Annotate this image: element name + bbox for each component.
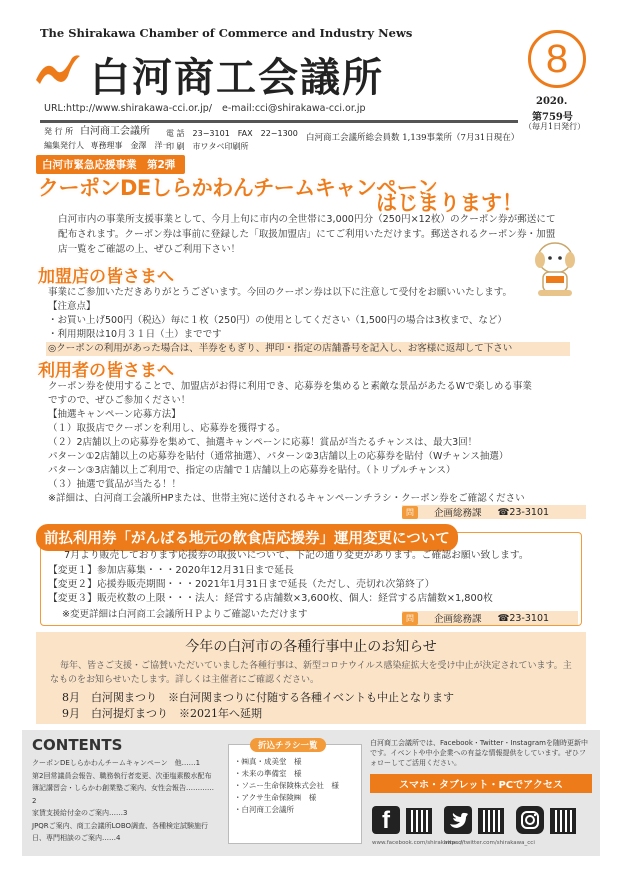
flyer-item: ・㈱真・成美堂 様 xyxy=(234,757,302,766)
sns-banner: スマホ・タブレット・PCでアクセス xyxy=(370,774,592,793)
instagram-qr-icon[interactable] xyxy=(550,808,576,834)
user-line: （２）2店舗以上の応募券を集めて、抽選キャンペーンに応募！賞品が当たるチャンスは、最大3回！ xyxy=(48,437,478,448)
twitter-qr-icon[interactable] xyxy=(478,808,504,834)
publisher-label: 発 行 所 xyxy=(44,127,74,136)
publisher-name: 白河商工会議所 xyxy=(79,126,150,137)
user-line: 【抽選キャンペーン応募方法】 xyxy=(48,409,181,420)
member-line: 事業にご参加いただきありがとうございます。今回のクーポン券は以下に注意して受付をお願いいたします。 xyxy=(48,287,512,298)
member-line: ・お買い上げ500円（税込）毎に１枚（250円）の使用としてください（1,500円の場合は3枚まで、など） xyxy=(48,315,507,326)
member-count: 白河商工会議所総会員数 1,139事業所（7月31日現在） xyxy=(306,133,520,143)
user-line: （１）取扱店でクーポンを利用し、応募券を獲得する。 xyxy=(48,423,286,434)
prepaid-change: 【変更１】参加店募集・・・2020年12月31日まで延長 xyxy=(48,565,294,576)
campaign-title: クーポンDEしらかわんチームキャンペーン xyxy=(38,176,438,200)
member-section-title: 加盟店の皆さまへ xyxy=(38,267,174,287)
flyer-title: 折込チラシ一覧 xyxy=(250,738,326,752)
flyer-item: ・白河商工会議所 xyxy=(234,805,294,814)
events-intro: 毎年、皆さご支援・ご協賛いただいていました各種行事は、新型コロナウイルス感染症拡大を受け中止が決定されています。主なものをお知らせいたします。詳しくは主催者にご確認ください。 xyxy=(50,661,572,685)
member-line: 【注意点】 xyxy=(48,301,96,312)
user-contact xyxy=(402,505,586,519)
user-line: （３）抽選で賞品が当たる！！ xyxy=(48,479,182,490)
page-title: 白河商工会議所 xyxy=(90,55,384,101)
contents-item: 家賃支援給付金のご案内……3 xyxy=(32,809,128,817)
flyer-item: ・未来の準備室 様 xyxy=(234,769,302,778)
contact-dept: 企画総務課 xyxy=(434,614,482,625)
contents-title: CONTENTS xyxy=(32,736,123,754)
editor-label: 編集発行人 xyxy=(44,141,84,150)
facebook-url[interactable]: www.facebook.com/shirakawacci xyxy=(372,840,463,846)
prepaid-title: 前払利用券「がんばる地元の飲食店応援券」運用変更について xyxy=(36,524,458,551)
contents-item: 第2回常議員会報告、職務執行者変更、次亜塩素酸水配布 xyxy=(32,771,212,780)
prepaid-change: 【変更２】応援券販売期間・・・2021年1月31日まで延長（ただし、売切れ次第終了） xyxy=(48,579,435,590)
email-address[interactable]: e-mail:cci@shirakawa-cci.or.jp xyxy=(222,103,366,114)
instagram-icon[interactable] xyxy=(516,806,544,834)
event-item: 8月 白河関まつり ※白河関まつりに付随する各種イベントも中止となります xyxy=(62,691,454,704)
contact-tag: 問 xyxy=(402,612,418,625)
issue-circle xyxy=(528,30,586,88)
english-name: The Shirakawa Chamber of Commerce and Industry News xyxy=(40,26,413,40)
user-line: クーポン券を使用することで、加盟店がお得に利用でき、応募券を集めると素敵な景品があたるWで楽しめる事業 xyxy=(48,381,532,392)
facebook-icon[interactable]: f xyxy=(372,806,400,834)
twitter-icon[interactable] xyxy=(444,806,472,834)
prepaid-change: 【変更３】販売枚数の上限・・・法人：経営する店舗数×3,600枚、個人：経営する店舗数×1,800枚 xyxy=(48,593,493,604)
contents-item: 日、専門相談のご案内……4 xyxy=(32,834,121,842)
facebook-qr-icon[interactable] xyxy=(406,808,432,834)
phone-fax: 電 話 23−3101 FAX 22−1300 xyxy=(166,129,298,138)
flyer-item: ・アクサ生命保険㈱ 様 xyxy=(234,793,317,802)
issue-number: 第759号 xyxy=(532,112,573,123)
events-title: 今年の白河市の各種行事中止のお知らせ xyxy=(185,639,437,655)
contents-item: JPQRご案内、商工会議所LOBO調査、各種検定試験施行 xyxy=(32,821,209,830)
editor-name: 専務理事 金澤 洋一 xyxy=(90,141,171,150)
logo-icon xyxy=(32,50,82,90)
campaign-tag: 白河市緊急応援事業 第2弾 xyxy=(36,155,185,174)
user-section-title: 利用者の皆さまへ xyxy=(38,361,174,381)
contact-tag: 問 xyxy=(402,506,418,519)
website-url[interactable]: URL:http://www.shirakawa-cci.or.jp/ xyxy=(44,103,212,114)
prepaid-note: ※変更詳細は白河商工会議所ＨＰよりご確認いただけます xyxy=(62,609,308,620)
twitter-url[interactable]: https://twitter.com/shirakawa_cci xyxy=(444,840,535,846)
sns-text: 白河商工会議所では、Facebook・Twitter・Instagramを随時更新中です。イベントや中小企業への有益な情報提供をしています。ぜひフォローしてご活用ください。 xyxy=(370,739,588,767)
contact-dept: 企画総務課 xyxy=(434,508,482,519)
user-line: パターン①2店舗以上の応募券を貼付（通常抽選）、パターン②3店舗以上の応募券を貼付（Wチャンス抽選） xyxy=(48,451,509,462)
issue-month: 8 xyxy=(545,36,569,81)
campaign-title-line2: はじまります！ xyxy=(376,191,523,215)
campaign-intro: 白河市内の事業所支援事業として、今月上旬に市内の全世帯に3,000円分（250円×12枚）のクーポン券が郵送にて配布されます。クーポン券は事前に登録した「取扱加盟店」にてご利用いただけます。郵送されるクーポン券・加盟店一覧をご確認の上、ぜひご利用下さい！ xyxy=(58,214,556,255)
member-highlight: ◎クーポンの利用があった場合は、半券をもぎり、押印・指定の店舗番号を記入し、お客様に返却して下さい xyxy=(46,342,570,356)
user-line: パターン③3店舗以上ご利用で、指定の店舗で１店舗以上の応募券を貼付。（トリプルチャンス） xyxy=(48,465,456,476)
user-line: ですので、ぜひご参加ください！ xyxy=(48,395,191,406)
contents-item: クーポンDEしらかわんチームキャンペーン 他……1 xyxy=(32,759,201,767)
member-line: ・利用期限は10月３１日（土）までです xyxy=(48,329,222,340)
flyer-item: ・ソニー生命保険株式会社 様 xyxy=(234,781,339,790)
contents-item: 簿記講習会・しらかわ創業塾ご案内、女性会報告…………2 xyxy=(32,784,214,805)
header-rule xyxy=(40,120,518,123)
contact-tel[interactable]: ☎23-3101 xyxy=(497,506,550,518)
event-item: 9月 白河提灯まつり ※2021年へ延期 xyxy=(62,707,262,720)
prepaid-contact xyxy=(402,611,578,625)
contact-tel[interactable]: ☎23-3101 xyxy=(497,612,550,624)
prepaid-intro: 7月より販売しております応援券の取扱いについて、下記の通り変更があります。ご確認お願い致します。 xyxy=(64,550,529,561)
user-line: ※詳細は、白河商工会議所HPまたは、世帯主宛に送付されるキャンペーンチラシ・クーポン券をご確認ください xyxy=(48,493,525,504)
issue-frequency: （毎月1日発行） xyxy=(524,122,586,131)
printer: 印 刷 市ワタベ印刷所 xyxy=(166,142,249,151)
issue-year: 2020. xyxy=(536,96,568,107)
